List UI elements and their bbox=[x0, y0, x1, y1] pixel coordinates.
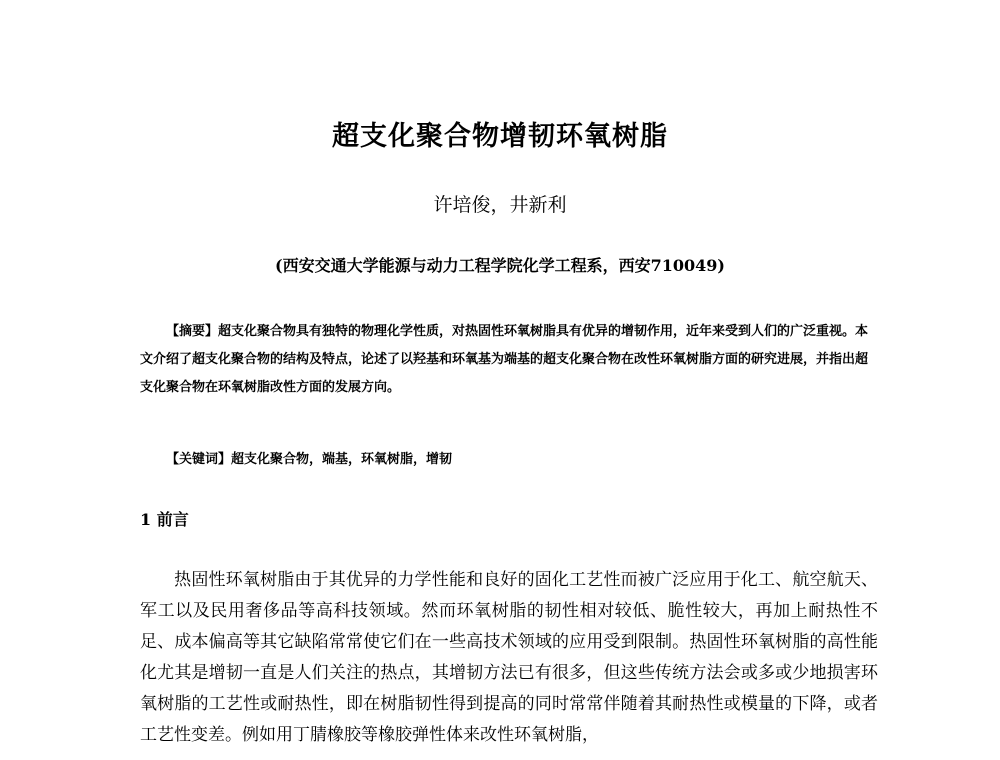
keywords-block bbox=[166, 448, 876, 467]
section-heading-introduction: 1 前言 bbox=[140, 510, 189, 529]
keywords-text: 超支化聚合物，端基，环氧树脂，增韧 bbox=[231, 452, 453, 467]
introduction-paragraph-text: 热固性环氧树脂由于其优异的力学性能和良好的固化工艺性而被广泛应用于化工、航空航天、军工以及民用奢侈品等高科技领域。然而环氧树脂的韧性相对较低、脆性较大，再加上耐热性不足、成本偏高等其它缺陷常常使它们在一些高技术领域的应用受到限制。热固性环氧树脂的高性能化尤其是增韧一直是人们关注的热点，其增韧方法已有很多，但这些传统方法会或多或少地损害环氧树脂的工艺性或耐热性，即在树脂韧性得到提高的同时常常伴随着其耐热性或模量的下降，或者工艺性变差。例如用丁腈橡胶等橡胶弹性体来改性环氧树脂， bbox=[140, 570, 878, 745]
abstract-block bbox=[140, 318, 876, 402]
paper-title: 超支化聚合物增韧环氧树脂 bbox=[332, 121, 668, 152]
keywords-label: 【关键词】 bbox=[166, 452, 232, 467]
introduction-paragraph bbox=[140, 565, 878, 751]
abstract-label: 【摘要】 bbox=[166, 324, 219, 339]
paper-authors: 许培俊，井新利 bbox=[433, 194, 567, 216]
abstract-text: 超支化聚合物具有独特的物理化学性质，对热固性环氧树脂具有优异的增韧作用，近年来受到人们的广泛重视。本文介绍了超支化聚合物的结构及特点，论述了以羟基和环氧基为端基的超支化聚合物在改性环氧树脂方面的研究进展，并指出超支化聚合物在环氧树脂改性方面的发展方向。 bbox=[140, 324, 869, 395]
paper-affiliation: (西安交通大学能源与动力工程学院化学工程系，西安710049) bbox=[275, 256, 725, 275]
